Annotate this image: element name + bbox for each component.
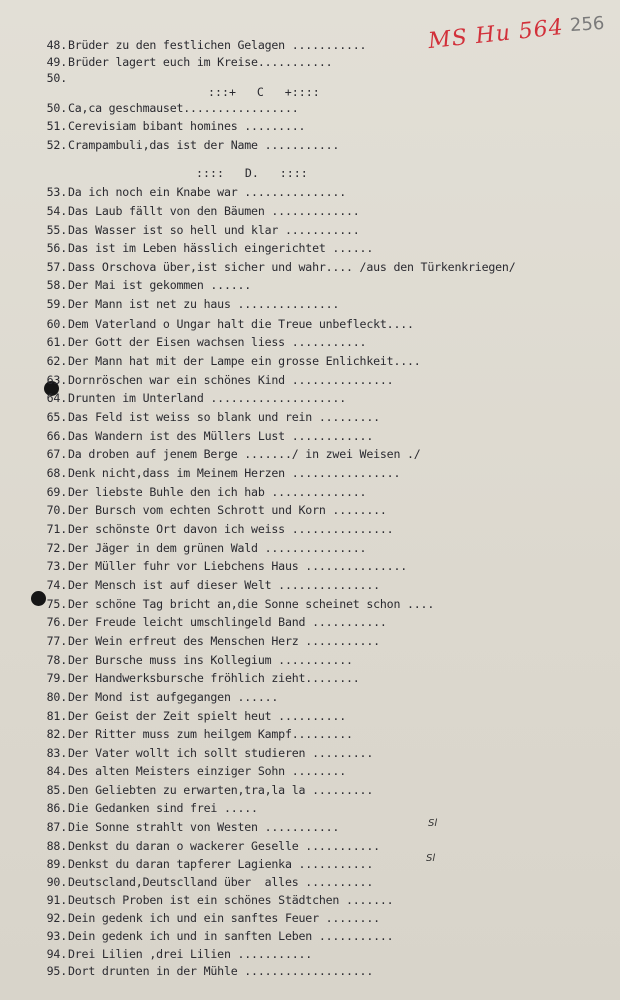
section-header-c: :::+ C +:::: <box>208 85 320 99</box>
archive-shelfmark: MS Hu 564 <box>427 14 565 55</box>
list-item: 84.Des alten Meisters einziger Sohn ........ <box>46 764 346 778</box>
list-item: 49.Brüder lagert euch im Kreise........... <box>46 55 333 69</box>
list-item: 77.Der Wein erfreut des Menschen Herz ........... <box>46 634 380 648</box>
list-item: 52.Crampambuli,das ist der Name ........... <box>46 138 340 152</box>
list-item: 50. <box>46 71 67 85</box>
list-item: 80.Der Mond ist aufgegangen ...... <box>46 690 279 704</box>
list-item: 51.Cerevisiam bibant homines ......... <box>46 119 306 133</box>
list-item: 72.Der Jäger in dem grünen Wald ............... <box>46 541 367 555</box>
list-item: 69.Der liebste Buhle den ich hab .............. <box>46 485 367 499</box>
list-item: 66.Das Wandern ist des Müllers Lust ............ <box>46 429 374 443</box>
list-item: 92.Dein gedenk ich und ein sanftes Feuer ........ <box>46 911 380 925</box>
list-item: 58.Der Mai ist gekommen ...... <box>46 278 252 292</box>
list-item: 65.Das Feld ist weiss so blank und rein ......... <box>46 410 380 424</box>
list-item: 95.Dort drunten in der Mühle ................... <box>46 964 374 978</box>
list-item: 73.Der Müller fuhr vor Liebchens Haus ............... <box>46 559 408 573</box>
list-item: 90.Deutscland,Deutsclland über alles .......... <box>46 875 374 889</box>
list-item: 68.Denk nicht,dass im Meinem Herzen ................ <box>46 466 401 480</box>
list-item: 56.Das ist im Leben hässlich eingerichtet ...... <box>46 241 374 255</box>
list-item: 63.Dornröschen war ein schönes Kind ............... <box>46 373 394 387</box>
list-item: 88.Denkst du daran o wackerer Geselle ........... <box>46 839 380 853</box>
list-item: 86.Die Gedanken sind frei ..... <box>46 801 258 815</box>
list-item: 61.Der Gott der Eisen wachsen liess ........... <box>46 335 367 349</box>
list-item: 57.Dass Orschova über,ist sicher und wahr.... /aus den Türkenkriegen/ <box>46 260 516 274</box>
list-item: 76.Der Freude leicht umschlingeld Band ........... <box>46 615 387 629</box>
list-item: 94.Drei Lilien ,drei Lilien ........... <box>46 947 313 961</box>
list-item: 89.Denkst du daran tapferer Lagienka ........... <box>46 857 374 871</box>
list-item: 62.Der Mann hat mit der Lampe ein grosse Enlichkeit.... <box>46 354 421 368</box>
handwritten-annotation: Sl <box>426 853 436 864</box>
list-item: 74.Der Mensch ist auf dieser Welt ............... <box>46 578 380 592</box>
list-item: 79.Der Handwerksbursche fröhlich zieht........ <box>46 671 360 685</box>
list-item: 60.Dem Vaterland o Ungar halt die Treue unbefleckt.... <box>46 317 414 331</box>
list-item: 64.Drunten im Unterland .................... <box>46 391 346 405</box>
list-item: 81.Der Geist der Zeit spielt heut .......... <box>46 709 346 723</box>
list-item: 55.Das Wasser ist so hell und klar ........... <box>46 223 360 237</box>
handwritten-annotation: Sl <box>428 818 438 829</box>
list-item: 54.Das Laub fällt von den Bäumen ............. <box>46 204 360 218</box>
list-item: 82.Der Ritter muss zum heilgem Kampf......... <box>46 727 353 741</box>
list-item: 59.Der Mann ist net zu haus ............... <box>46 297 340 311</box>
list-item: 75.Der schöne Tag bricht an,die Sonne scheinet schon .... <box>46 597 435 611</box>
list-item: 78.Der Bursche muss ins Kollegium ........... <box>46 653 353 667</box>
section-header-d: :::: D. :::: <box>196 166 308 180</box>
list-item: 91.Deutsch Proben ist ein schönes Städtchen ....... <box>46 893 394 907</box>
list-item: 53.Da ich noch ein Knabe war ............... <box>46 185 346 199</box>
list-item: 83.Der Vater wollt ich sollt studieren ......... <box>46 746 374 760</box>
list-item: 71.Der schönste Ort davon ich weiss ............... <box>46 522 394 536</box>
list-item: 67.Da droben auf jenem Berge ......./ in zwei Weisen ./ <box>46 447 421 461</box>
list-item: 85.Den Geliebten zu erwarten,tra,la la ......... <box>46 783 374 797</box>
list-item: 87.Die Sonne strahlt von Westen ........... <box>46 820 340 834</box>
page-number: 256 <box>569 12 606 37</box>
list-item: 48.Brüder zu den festlichen Gelagen ........... <box>46 38 367 52</box>
list-item: 93.Dein gedenk ich und in sanften Leben ........... <box>46 929 394 943</box>
list-item: 50.Ca,ca geschmauset................. <box>46 101 299 115</box>
list-item: 70.Der Bursch vom echten Schrott und Korn ........ <box>46 503 387 517</box>
